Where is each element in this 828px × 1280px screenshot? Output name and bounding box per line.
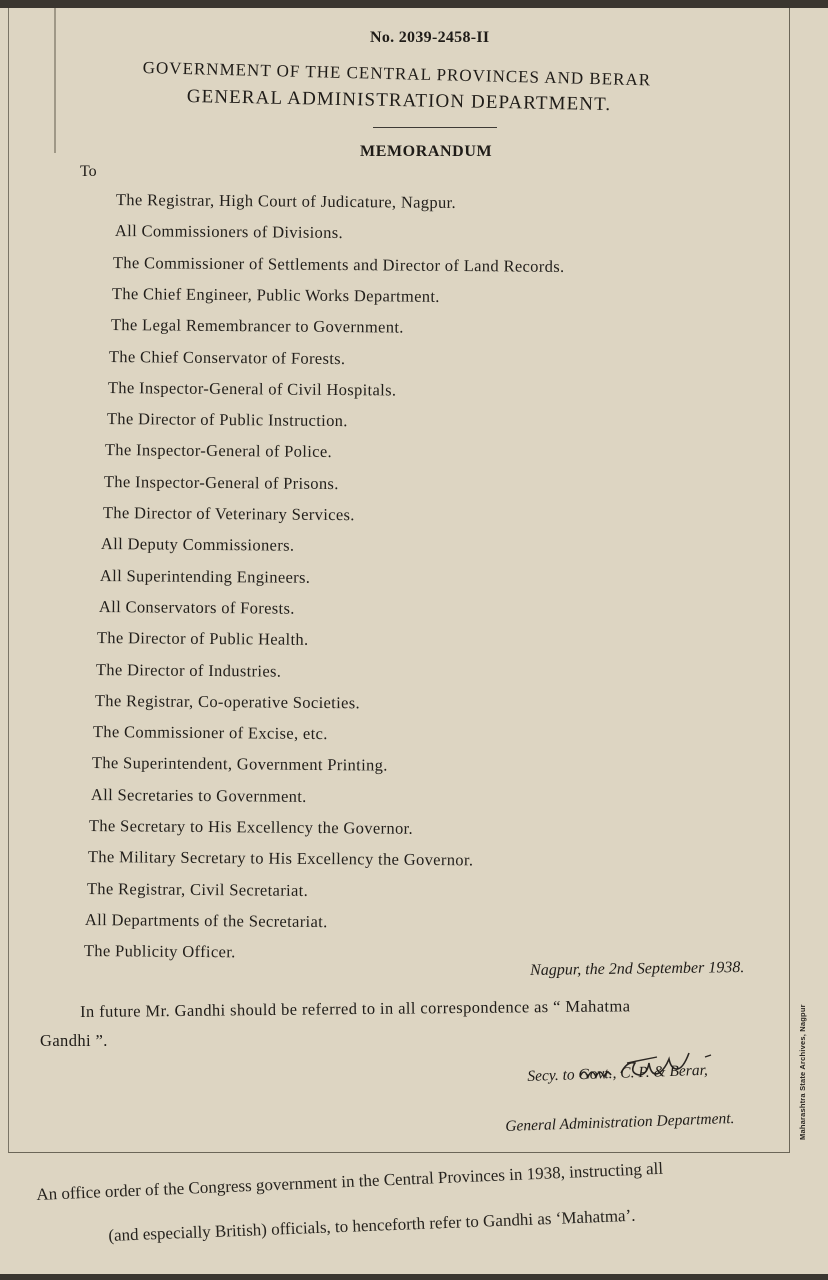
recipient-item: The Inspector-General of Police. bbox=[105, 440, 333, 462]
government-title: GOVERNMENT OF THE CENTRAL PROVINCES AND BERAR bbox=[142, 58, 652, 90]
recipient-item: The Commissioner of Settlements and Director of Land Records. bbox=[113, 252, 565, 276]
department-title: GENERAL ADMINISTRATION DEPARTMENT. bbox=[186, 86, 612, 116]
caption-line: (and especially British) officials, to henceforth refer to Gandhi as ‘Mahatma’. bbox=[108, 1205, 636, 1245]
to-label: To bbox=[80, 163, 97, 180]
place-date: Nagpur, the 2nd September 1938. bbox=[530, 959, 745, 979]
recipient-item: The Director of Public Health. bbox=[97, 628, 309, 650]
signatory-title: Secy. to Govt., C. P. & Berar, bbox=[527, 1061, 709, 1085]
memorandum-title: MEMORANDUM bbox=[360, 143, 493, 160]
recipient-item: The Director of Veterinary Services. bbox=[102, 503, 355, 525]
recipient-item: The Registrar, Civil Secretariat. bbox=[86, 878, 308, 900]
recipient-item: All Secretaries to Government. bbox=[90, 784, 307, 806]
recipient-item: The Secretary to His Excellency the Governor. bbox=[89, 816, 414, 838]
recipient-item: The Chief Engineer, Public Works Department. bbox=[111, 283, 440, 306]
recipient-item: The Director of Industries. bbox=[95, 659, 282, 681]
recipient-item: The Inspector-General of Prisons. bbox=[103, 471, 339, 493]
body-text-line: Gandhi ”. bbox=[40, 1031, 108, 1050]
document-number: No. 2039-2458-II bbox=[370, 29, 490, 46]
recipient-item: The Registrar, High Court of Judicature, Nagpur. bbox=[115, 190, 457, 212]
recipient-item: The Registrar, Co-operative Societies. bbox=[94, 690, 360, 713]
recipient-item: The Military Secretary to His Excellency the Governor. bbox=[87, 847, 474, 870]
recipient-item: The Inspector-General of Civil Hospitals. bbox=[107, 377, 397, 400]
recipient-item: The Legal Remembrancer to Government. bbox=[110, 315, 404, 337]
recipient-item: All Superintending Engineers. bbox=[99, 565, 311, 587]
caption-line: An office order of the Congress government in the Central Provinces in 1938, instructing all bbox=[36, 1158, 664, 1204]
recipient-item: The Commissioner of Excise, etc. bbox=[93, 722, 329, 744]
signatory-department: General Administration Department. bbox=[505, 1110, 735, 1135]
recipient-item: The Superintendent, Government Printing. bbox=[91, 753, 388, 775]
bottom-shadow bbox=[0, 1274, 828, 1280]
archive-stamp: Maharashtra State Archives, Nagpur bbox=[798, 1004, 807, 1140]
recipient-item: All Deputy Commissioners. bbox=[101, 534, 295, 555]
recipient-item: All Departments of the Secretariat. bbox=[85, 909, 329, 932]
recipient-item: The Chief Conservator of Forests. bbox=[109, 346, 346, 368]
body-text-line: In future Mr. Gandhi should be referred to in all correspondence as “ Mahatma bbox=[80, 996, 631, 1021]
recipient-item: The Publicity Officer. bbox=[83, 941, 236, 962]
recipient-item: All Commissioners of Divisions. bbox=[114, 221, 343, 243]
recipient-item: The Director of Public Instruction. bbox=[106, 409, 348, 431]
recipient-item: All Conservators of Forests. bbox=[98, 596, 295, 618]
